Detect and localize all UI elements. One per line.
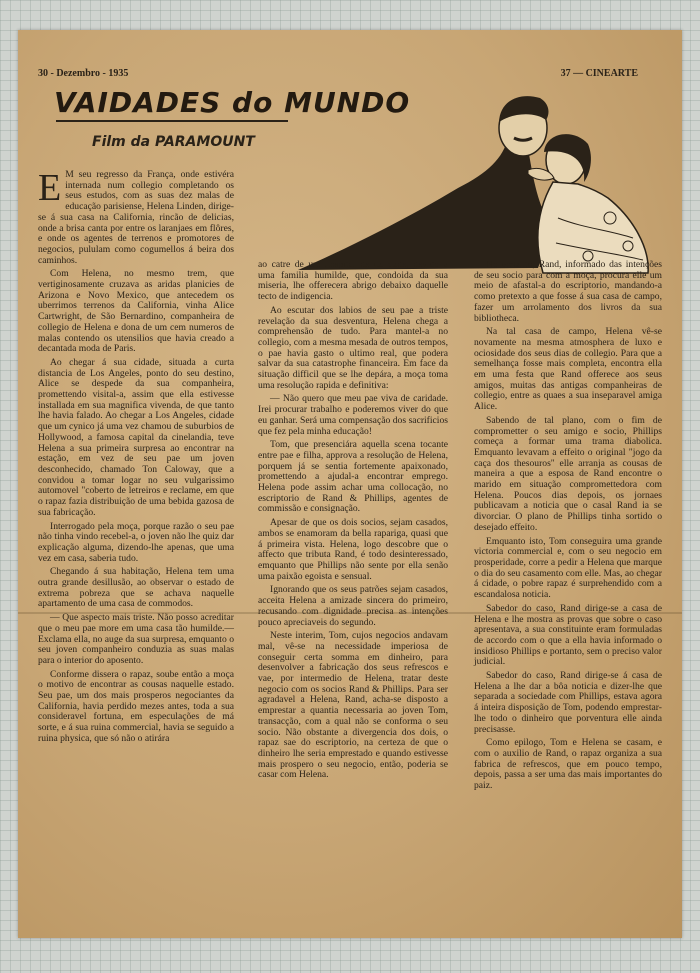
paragraph: Com Helena, no mesmo trem, que vertiginosamente cruzava as aridas planicies de Arizona e Novo Mexico, que antecedem os uberrimos terrenos da California, vinha Alice Cartwright, de São Bernardino, companheira de collegio de Helena e dona de um cem numeros de malas contendo os utensilios que havia creado a decantada moda de Paris.	[38, 268, 234, 355]
title-rule	[56, 120, 288, 122]
page-fold-line	[18, 612, 682, 614]
article-column-2	[258, 260, 448, 784]
paragraph: Conforme dissera o rapaz, soube então a moça o motivo de encontrar as cousas naquelle estado. Seu pae, um dos mais prosperos negociantes da California, havia perdido mezes antes, toda a sua consideravel fortuna, em especulações de má sorte, e á sua ruina commercial, havia se seguido a ruina physica, que só não o atirára	[38, 668, 234, 744]
paragraph: Neste interim, Tom, cujos negocios andavam mal, vê-se na necessidade imperiosa de conseguir certa somma em dinheiro, para desenvolver a fabricação dos seus refrescos e vae, por intermedio de Helena, tratar deste negocio com os socios Rand & Phillips. Para ser agradavel a Helena, Rand, acha-se disposto a emprestar a quantia necessaria ao joven Tom, transacção, com a qual não se conforma o seu socio. Não obstante a divergencia dos dois, o rapaz sae do escriptorio, na certeza de que o dinheiro lhe seria emprestado e quando estivesse mais prospero o seu negocio, então, poderia se casar com Helena.	[258, 630, 448, 781]
paragraph: Emquanto isto, Tom conseguira uma grande victoria commercial e, com o seu negocio em prosperidade, corre a pedir a Helena que marque o dia do seu casamento com elle. Mas, ao chegar á cidade, o pobre rapaz é surprehendido com a escandalosa noticia.	[474, 535, 662, 601]
header-date: 30 - Dezembro - 1935	[38, 68, 129, 79]
article-column-1	[38, 167, 234, 748]
paragraph: Apesar de que os dois socios, sejam casados, ambos se enamoram da bella rapariga, quasi que á primeira vista. Helena, logo descobre que o affecto que tributa Rand, é todo desinteressado, emquanto que Phillips não sente por ella senão uma paixão egoista e sensual.	[258, 517, 448, 582]
paragraph: No emtanto, Rand, informado das intenções de seu socio para com a moça, procura elle um meio de afastal-a do escriptorio, mandando-a como pretexto a que fosse á sua casa de campo, fazer um arrolamento dos livros da sua bibliotheca.	[474, 259, 662, 324]
paragraph: Como epilogo, Tom e Helena se casam, e com o auxilio de Rand, o rapaz organiza a sua fabrica de refrescos, que em pouco tempo, depois, passa a ser uma das mais importantes do paiz.	[474, 737, 662, 792]
paragraph: E M seu regresso da França, onde estivéra internada num collegio completando os seus estudos, com as suas dez malas de educação parisiense, Helena Linden, dirige-se á sua casa na California, rincão de delicias, onde a brisa canta por entre os laranjaes em flôres, e onde os agentes de terrenos e promotores de negocios, pululam como cogumellos á beira dos caminhos.	[38, 167, 234, 266]
article-subtitle: Film da PARAMOUNT	[92, 134, 255, 150]
paragraph: — Não quero que meu pae viva de caridade. Irei procurar trabalho e poderemos viver do que eu ganhar. Será uma compensação dos sacrificios que fez pela minha educação!	[258, 393, 448, 437]
magazine-page	[18, 30, 682, 938]
drop-cap: E	[38, 167, 62, 209]
paragraph: Sabendo de tal plano, com o fim de comprometter o seu amigo e socio, Phillips começa a formar uma trama diabolica. Emquanto levavam a effeito o original "jogo da caça dos thesouros" elle arranja as cousas de maneira a que a esposa de Rand encontre o marido em situação compromettedora com Helena. Poucos dias depois, os jornaes publicavam a noticia que o casal Rand ia se divorciar. O plano de Phillips tinha sortido o desejado effeito.	[474, 414, 662, 533]
header-page-number: 37 — CINEARTE	[560, 68, 638, 79]
paragraph: Interrogado pela moça, porque razão o seu pae não tinha vindo recebel-a, o joven não lhe quiz dar explicação alguma, dizendo-lhe apenas, que uma vez em casa, saberia tudo.	[38, 520, 234, 564]
article-column-3	[474, 260, 662, 795]
paragraph: ao catre de um hospital de caridade, devido a uma familia humilde, que, condoida da sua miseria, lhe offerecera abrigo debaixo daquelle tecto de indigencia.	[258, 259, 448, 303]
paragraph: — Que aspecto mais triste. Não posso acreditar que o meu pae more em uma casa tão humilde.— Exclama ella, no auge da sua surpresa, emquanto o seu joven companheiro conduzia as suas malas para o interior do aposento.	[38, 612, 234, 666]
paragraph: Sabedor do caso, Rand dirige-se á casa de Helena a lhe dar a bôa noticia e dizer-lhe que separada a sociedade com Phillips, estava agora á inteira disposição de Tom, podendo emprestar-lhe todo o dinheiro que porventura elle ainda precisasse.	[474, 670, 662, 735]
paragraph: Ao escutar dos labios de seu pae a triste revelação da sua desventura, Helena chega a comprehensão de tudo. Para mantel-a no collegio, com a mesma mesada de outros tempos, o pae havia gasto o ultimo real, que podera salvar da sua catastrophe financeira. Em face da situação difficil que se lhe depára, a moça toma uma resolução rapida e definitiva:	[258, 304, 448, 391]
paragraph: Na tal casa de campo, Helena vê-se novamente na mesma atmosphera de luxo e ociosidade dos seus dias de collegio. Para que a semelhança fosse mais completa, encontra ella em uma festa que Rand offerece aos seus amigos, muitas das antigas companheiras de collegio, entre as quaes a sua inseparavel amiga Alice.	[474, 326, 662, 413]
article-title: VAIDADES do MUNDO	[54, 86, 411, 119]
couple-illustration	[288, 78, 658, 278]
paragraph: Ao chegar á sua cidade, situada a curta distancia de Los Angeles, ponto do seu destino, Alice se despede da sua companheira, promettendo visital-a, assim que ella estivesse installada em sua magnifica vivenda, de que tanto lhe havia falado. Ao chegar a Los Angeles, cidade que um cynico já uma vez chamou de suburbios de Hollywood, a famosa capital da cinelandia, teve Helena a sua primeira surpresa ao encontrar na estação, em vez de seu pae um joven desconhecido, chamado Ton Caloway, que a convidou a tomar logar no seu vulgarissimo automovel "coberto de letreiros e reclame, em que o rapaz fazia distribuição de uma bebida gazosa de sua fabricação.	[38, 356, 234, 518]
paragraph: Ignorando que os seus patrões sejam casados, acceita Helena a amizade sincera do primeiro, recusando com dignidade precisa as intenções pouco apreciaveis do segundo.	[258, 584, 448, 628]
paragraph: Tom, que presenciára aquella scena tocante entre pae e filha, approva a resolução de Helena, porquem já se sentia fortemente apaixonado, promettendo a ajudal-a encontrar emprego. Helena pode assim achar uma collocação, no escriptorio de Rand & Phillips, agentes de commissão e consignação.	[258, 439, 448, 515]
paragraph: Sabedor do caso, Rand dirige-se a casa de Helena e lhe mostra as provas que sobre o caso apresentava, a sua constituinte eram formuladas de accordo com o que a ella havia informado o insidioso Phillips e portanto, sem o preciso valor judicial.	[474, 602, 662, 668]
paragraph: Chegando á sua habitação, Helena tem uma outra grande desillusão, ao observar o estado de extrema pobreza que se achava naquelle apartamento de uma casa de commodos.	[38, 566, 234, 610]
